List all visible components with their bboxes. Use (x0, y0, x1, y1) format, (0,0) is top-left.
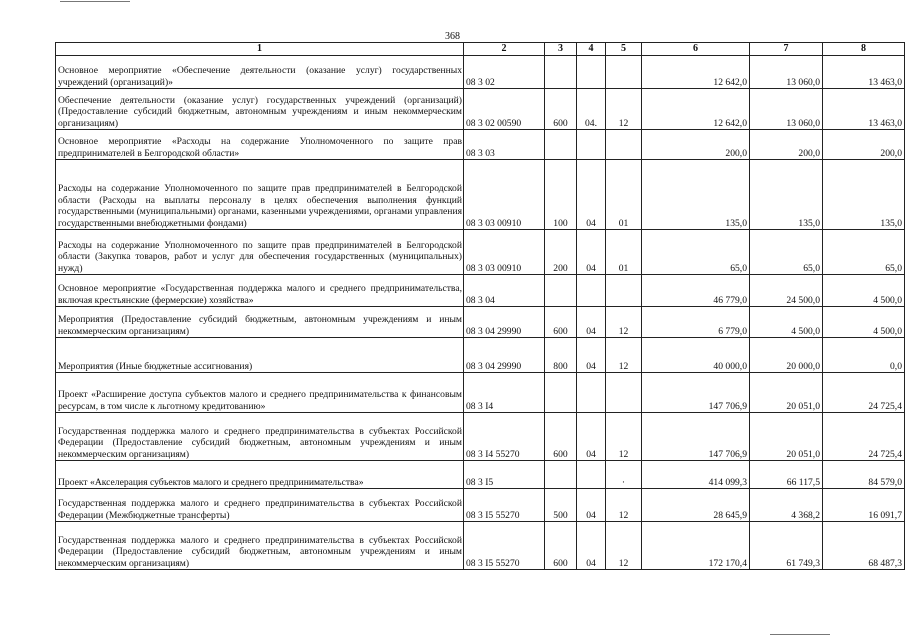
table-row (56, 160, 905, 230)
row-amount-year2: 200,0 (750, 130, 823, 160)
row-expense-type: 500 (545, 489, 577, 522)
row-code: 08 3 I5 (464, 461, 545, 489)
row-amount-year1: 414 099,3 (642, 461, 750, 489)
row-subsection: · (606, 461, 642, 489)
column-header: 5 (606, 43, 642, 56)
row-amount-year3: 135,0 (823, 160, 905, 230)
row-amount-year2: 4 368,2 (750, 489, 823, 522)
row-subsection: 12 (606, 89, 642, 130)
row-amount-year2: 24 500,0 (750, 275, 823, 307)
row-section (577, 373, 606, 413)
row-amount-year3: 24 725,4 (823, 373, 905, 413)
row-code: 08 3 02 (464, 56, 545, 89)
column-header: 1 (56, 43, 464, 56)
table-row (56, 307, 905, 338)
budget-table (55, 42, 905, 570)
row-subsection: 01 (606, 160, 642, 230)
column-header: 7 (750, 43, 823, 56)
table-row (56, 522, 905, 570)
row-name: Проект «Акселерация субъектов малого и среднего предпринимательства» (56, 461, 464, 489)
row-code: 08 3 I4 55270 (464, 413, 545, 461)
table-row (56, 338, 905, 373)
table-row (56, 56, 905, 89)
row-amount-year1: 12 642,0 (642, 56, 750, 89)
row-amount-year2: 13 060,0 (750, 89, 823, 130)
row-subsection: 12 (606, 338, 642, 373)
table-row (56, 130, 905, 160)
row-amount-year1: 147 706,9 (642, 373, 750, 413)
row-code: 08 3 04 29990 (464, 307, 545, 338)
row-name: Мероприятия (Иные бюджетные ассигнования) (56, 338, 464, 373)
scan-artifact-line (770, 634, 830, 635)
row-amount-year1: 40 000,0 (642, 338, 750, 373)
table-row (56, 275, 905, 307)
row-section: 04 (577, 230, 606, 275)
row-name: Государственная поддержка малого и среднего предпринимательства в субъектах Российской Федерации (Межбюджетные трансферты) (56, 489, 464, 522)
page-number: 368 (445, 31, 460, 42)
row-subsection: 01 (606, 230, 642, 275)
row-amount-year2: 135,0 (750, 160, 823, 230)
table-row (56, 489, 905, 522)
row-name: Основное мероприятие «Государственная поддержка малого и среднего предпринимательства, включая крестьянские (фермерские) хозяйства» (56, 275, 464, 307)
row-amount-year1: 65,0 (642, 230, 750, 275)
row-amount-year1: 200,0 (642, 130, 750, 160)
row-section: 04 (577, 307, 606, 338)
row-amount-year2: 20 051,0 (750, 413, 823, 461)
row-expense-type: 800 (545, 338, 577, 373)
row-code: 08 3 03 00910 (464, 160, 545, 230)
row-amount-year3: 0,0 (823, 338, 905, 373)
row-subsection: 12 (606, 489, 642, 522)
row-subsection: 12 (606, 522, 642, 570)
row-expense-type: 600 (545, 89, 577, 130)
row-subsection: 12 (606, 413, 642, 461)
row-expense-type: 600 (545, 413, 577, 461)
column-header: 8 (823, 43, 905, 56)
row-amount-year1: 28 645,9 (642, 489, 750, 522)
row-amount-year3: 65,0 (823, 230, 905, 275)
row-section: 04 (577, 413, 606, 461)
row-amount-year3: 4 500,0 (823, 307, 905, 338)
row-subsection (606, 275, 642, 307)
row-code: 08 3 03 00910 (464, 230, 545, 275)
row-amount-year3: 13 463,0 (823, 56, 905, 89)
row-amount-year1: 135,0 (642, 160, 750, 230)
row-amount-year3: 200,0 (823, 130, 905, 160)
row-code: 08 3 04 29990 (464, 338, 545, 373)
row-name: Государственная поддержка малого и среднего предпринимательства в субъектах Российской Федерации (Предоставление субсидий бюджетным, автономным учреждениям и иным некоммерческим организациям) (56, 522, 464, 570)
row-amount-year3: 68 487,3 (823, 522, 905, 570)
table-row (56, 373, 905, 413)
row-code: 08 3 04 (464, 275, 545, 307)
row-name: Основное мероприятие «Обеспечение деятельности (оказание услуг) государственных учреждений (организаций)» (56, 56, 464, 89)
row-code: 08 3 I4 (464, 373, 545, 413)
row-amount-year3: 24 725,4 (823, 413, 905, 461)
table-row (56, 461, 905, 489)
row-section: 04 (577, 522, 606, 570)
row-amount-year2: 4 500,0 (750, 307, 823, 338)
row-amount-year2: 13 060,0 (750, 56, 823, 89)
row-subsection: 12 (606, 307, 642, 338)
row-expense-type: 600 (545, 522, 577, 570)
row-subsection (606, 56, 642, 89)
row-expense-type (545, 56, 577, 89)
row-section: 04 (577, 160, 606, 230)
row-amount-year2: 65,0 (750, 230, 823, 275)
row-amount-year2: 61 749,3 (750, 522, 823, 570)
row-expense-type (545, 275, 577, 307)
row-amount-year1: 6 779,0 (642, 307, 750, 338)
row-code: 08 3 I5 55270 (464, 489, 545, 522)
row-name: Обеспечение деятельности (оказание услуг) государственных учреждений (организаций) (Предоставление субсидий бюджетным, автономным учреждениям и иным некоммерческим организациям) (56, 89, 464, 130)
row-name: Расходы на содержание Уполномоченного по защите прав предпринимателей в Белгородской области (Закупка товаров, работ и услуг для обеспечения государственных (муниципальных) нужд) (56, 230, 464, 275)
table-row (56, 413, 905, 461)
row-section (577, 461, 606, 489)
row-section: 04 (577, 489, 606, 522)
row-section: 04. (577, 89, 606, 130)
row-code: 08 3 02 00590 (464, 89, 545, 130)
row-section (577, 130, 606, 160)
row-amount-year1: 46 779,0 (642, 275, 750, 307)
row-section (577, 56, 606, 89)
column-header: 2 (464, 43, 545, 56)
table-row (56, 89, 905, 130)
scan-artifact-line (60, 1, 130, 2)
column-header: 6 (642, 43, 750, 56)
row-section: 04 (577, 338, 606, 373)
row-name: Расходы на содержание Уполномоченного по защите прав предпринимателей в Белгородской области (Расходы на выплаты персоналу в целях обеспечения выполнения функций государственными (муниципальными) органами, казенными учреждениями, органами управления государственными внебюджетными фондами) (56, 160, 464, 230)
table-row (56, 230, 905, 275)
row-amount-year2: 20 000,0 (750, 338, 823, 373)
row-expense-type (545, 461, 577, 489)
row-name: Основное мероприятие «Расходы на содержание Уполномоченного по защите прав предпринимателей в Белгородской области» (56, 130, 464, 160)
column-header: 4 (577, 43, 606, 56)
row-amount-year3: 13 463,0 (823, 89, 905, 130)
row-expense-type: 100 (545, 160, 577, 230)
row-expense-type: 200 (545, 230, 577, 275)
row-expense-type (545, 130, 577, 160)
row-amount-year2: 20 051,0 (750, 373, 823, 413)
row-subsection (606, 130, 642, 160)
row-amount-year1: 147 706,9 (642, 413, 750, 461)
row-code: 08 3 I5 55270 (464, 522, 545, 570)
row-amount-year3: 16 091,7 (823, 489, 905, 522)
row-section (577, 275, 606, 307)
row-expense-type: 600 (545, 307, 577, 338)
column-header: 3 (545, 43, 577, 56)
row-expense-type (545, 373, 577, 413)
row-amount-year1: 12 642,0 (642, 89, 750, 130)
row-amount-year3: 84 579,0 (823, 461, 905, 489)
row-amount-year1: 172 170,4 (642, 522, 750, 570)
row-name: Государственная поддержка малого и среднего предпринимательства в субъектах Российской Федерации (Предоставление субсидий бюджетным, автономным учреждениям и иным некоммерческим организациям) (56, 413, 464, 461)
row-name: Проект «Расширение доступа субъектов малого и среднего предпринимательства к финансовым ресурсам, в том числе к льготному кредитованию» (56, 373, 464, 413)
table-header-row (56, 43, 905, 56)
row-subsection (606, 373, 642, 413)
row-amount-year2: 66 117,5 (750, 461, 823, 489)
row-amount-year3: 4 500,0 (823, 275, 905, 307)
row-name: Мероприятия (Предоставление субсидий бюджетным, автономным учреждениям и иным некоммерческим организациям) (56, 307, 464, 338)
row-code: 08 3 03 (464, 130, 545, 160)
